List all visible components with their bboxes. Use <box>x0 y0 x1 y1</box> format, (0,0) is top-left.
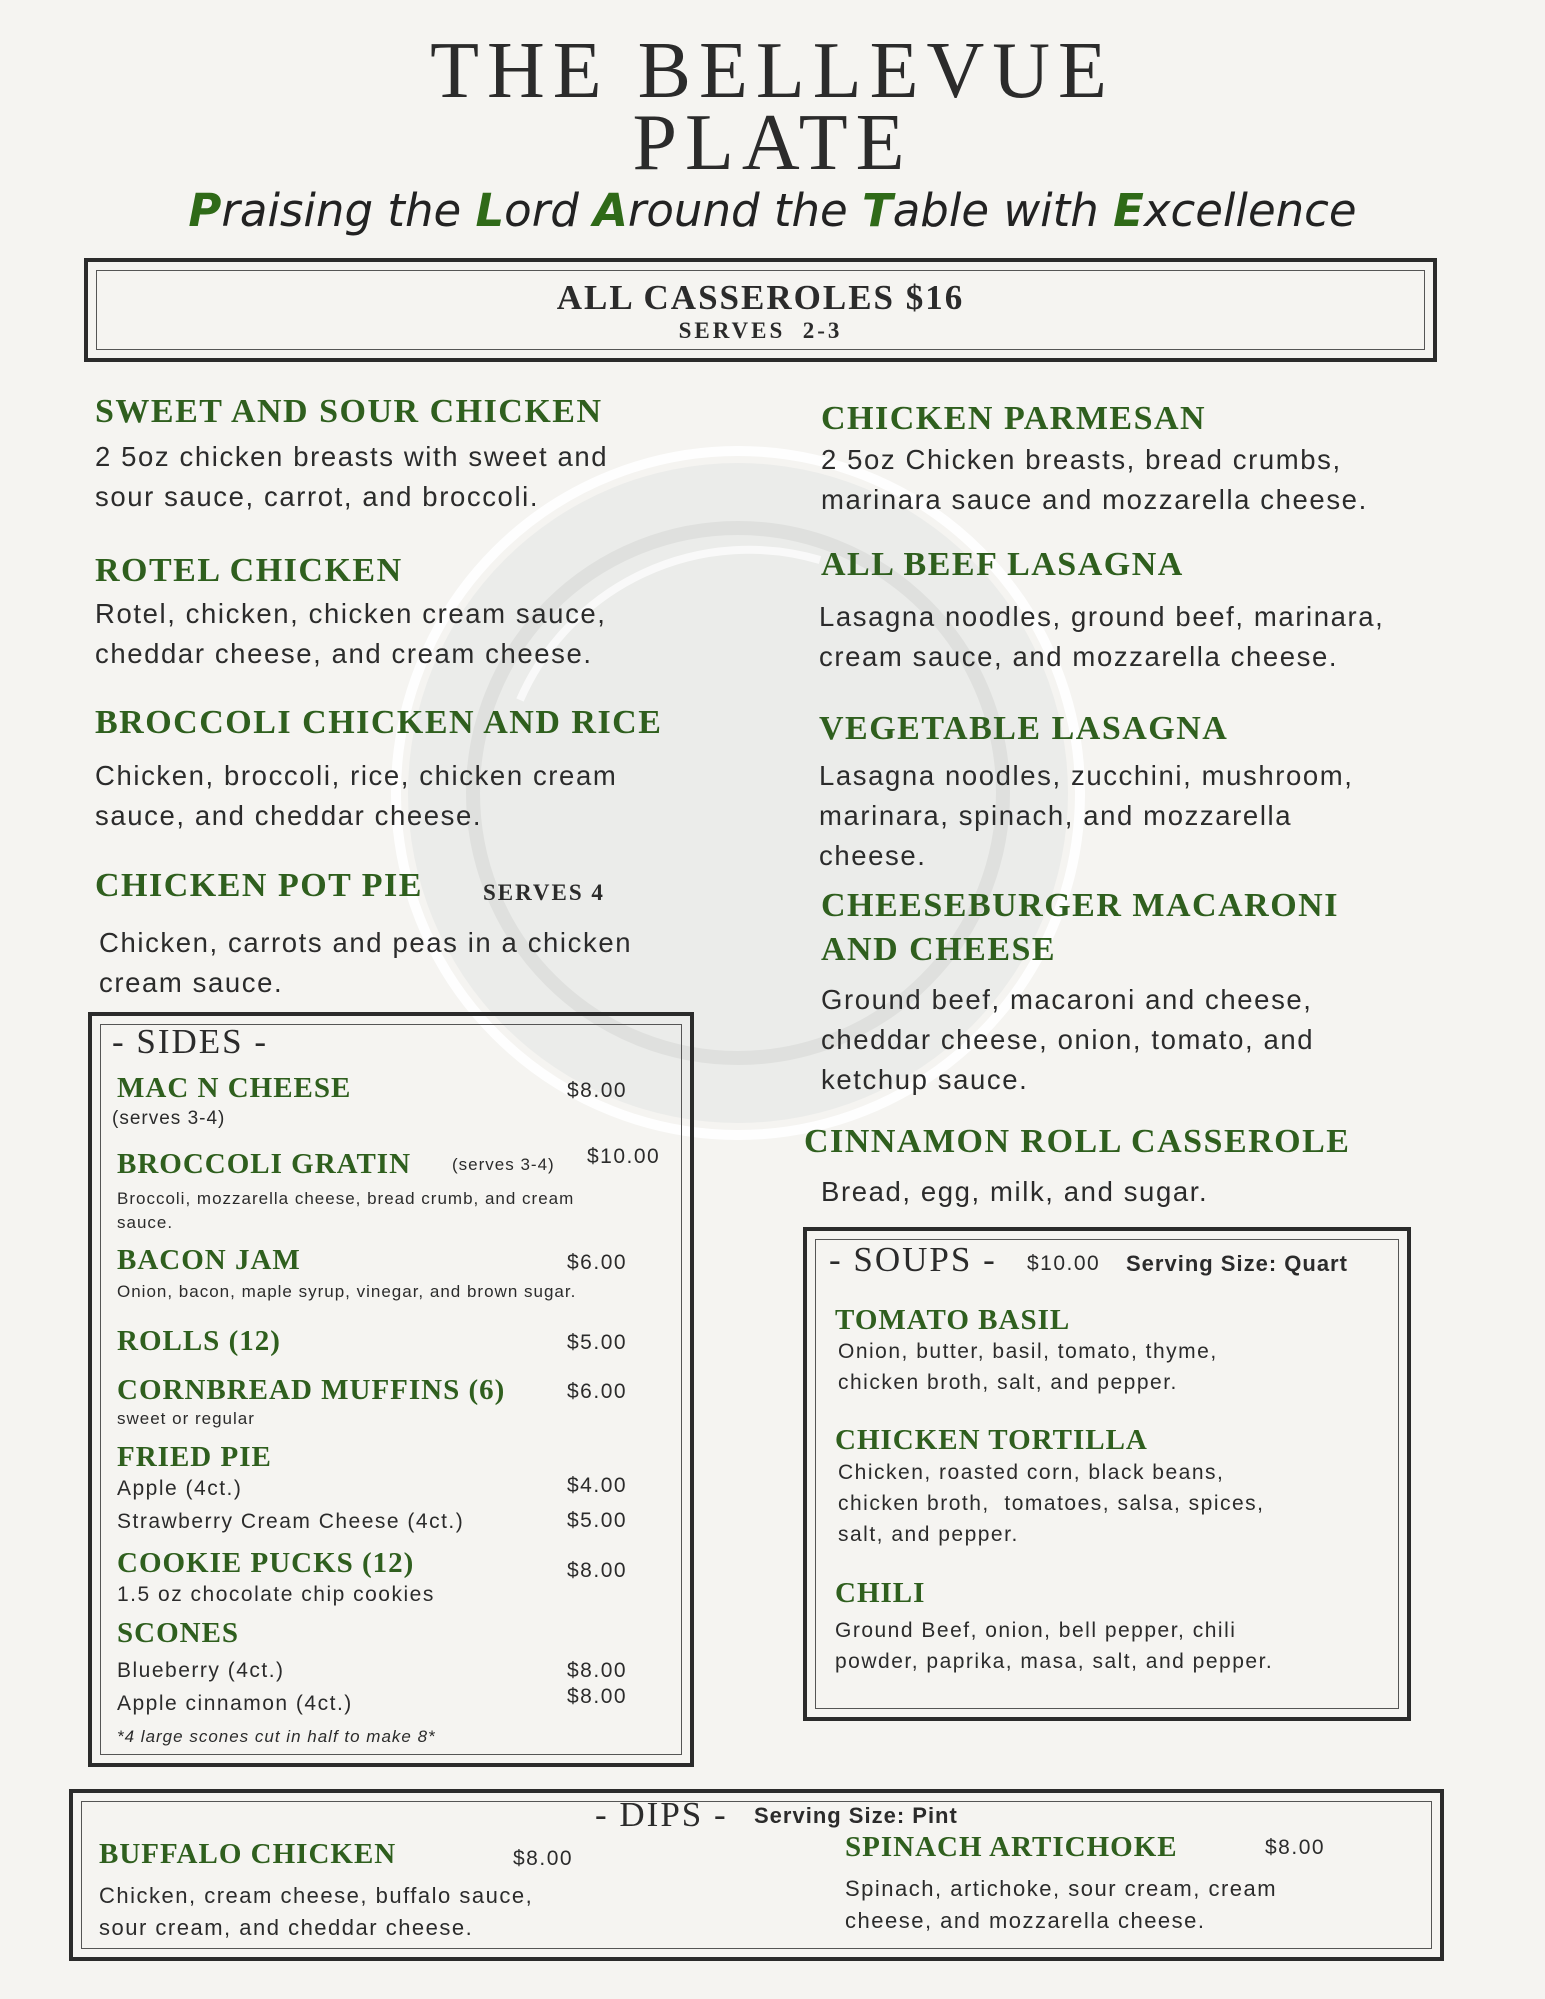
soup-description-line: salt, and pepper. <box>838 1523 1019 1546</box>
dips-serving-size: Serving Size: Pint <box>754 1803 958 1828</box>
dish-title: SWEET AND SOUR CHICKEN <box>95 393 603 430</box>
side-option: Apple (4ct.) <box>117 1477 243 1500</box>
dish-description <box>821 440 1368 520</box>
soup-description <box>838 1457 1265 1550</box>
dish-title: BROCCOLI CHICKEN AND RICE <box>95 704 663 741</box>
side-title: ROLLS (12) <box>117 1325 281 1357</box>
tagline-word: round the <box>627 184 862 237</box>
tagline <box>0 184 1545 237</box>
side-price: $4.00 <box>567 1474 628 1497</box>
tagline-word: raising the <box>221 184 476 237</box>
tagline-initial: A <box>593 184 628 237</box>
dish-description <box>821 1172 1208 1212</box>
soup-description-line: chicken broth, tomatoes, salsa, spices, <box>838 1492 1265 1515</box>
dish-description-line: cream sauce. <box>99 967 284 998</box>
dip-title: SPINACH ARTICHOKE <box>845 1831 1178 1863</box>
dish-description-line: cheddar cheese, onion, tomato, and <box>821 1024 1315 1055</box>
soup-description-line: Chicken, roasted corn, black beans, <box>838 1461 1225 1484</box>
dish-description <box>95 437 608 517</box>
dip-description-line: Chicken, cream cheese, buffalo sauce, <box>99 1883 534 1908</box>
tagline-initial: L <box>475 184 505 237</box>
side-title: FRIED PIE <box>117 1441 272 1473</box>
dish-description-line: ketchup sauce. <box>821 1064 1029 1095</box>
dish-title: CHICKEN POT PIE <box>95 867 423 904</box>
dish-description-line: Lasagna noodles, ground beef, marinara, <box>819 601 1385 632</box>
soup-description-line: powder, paprika, masa, salt, and pepper. <box>835 1650 1274 1673</box>
side-serves: (serves 3-4) <box>452 1155 555 1174</box>
dish-description-line: Chicken, broccoli, rice, chicken cream <box>95 760 618 791</box>
soup-description <box>835 1615 1273 1677</box>
dish-title: ALL BEEF LASAGNA <box>821 546 1184 583</box>
side-option: Blueberry (4ct.) <box>117 1659 285 1682</box>
side-description-line: Broccoli, mozzarella cheese, bread crumb, and cream <box>117 1189 575 1208</box>
casserole-serves: SERVES 2-3 <box>678 318 843 343</box>
dips-heading: - DIPS - <box>595 1795 728 1834</box>
dip-price: $8.00 <box>513 1847 574 1870</box>
dish-description-line: Lasagna noodles, zucchini, mushroom, <box>819 760 1354 791</box>
side-title: BACON JAM <box>117 1244 301 1276</box>
side-title: CORNBREAD MUFFINS (6) <box>117 1374 506 1406</box>
side-price: $5.00 <box>567 1331 628 1354</box>
tagline-word: xcellence <box>1143 184 1357 237</box>
casserole-price-heading: ALL CASSEROLES $16 <box>556 278 965 317</box>
scones-note: *4 large scones cut in half to make 8* <box>117 1727 436 1746</box>
side-price: $8.00 <box>567 1685 628 1708</box>
tagline-word: ord <box>504 184 594 237</box>
dish-title: CHICKEN PARMESAN <box>821 400 1207 437</box>
dish-description-line: Rotel, chicken, chicken cream sauce, <box>95 598 607 629</box>
side-note: (serves 3-4) <box>112 1108 226 1129</box>
dip-description <box>845 1873 1277 1937</box>
soups-heading: - SOUPS - <box>829 1240 997 1279</box>
dish-description-line: Chicken, carrots and peas in a chicken <box>99 927 633 958</box>
side-option: Strawberry Cream Cheese (4ct.) <box>117 1510 465 1533</box>
side-title: BROCCOLI GRATIN <box>117 1148 412 1180</box>
soup-description-line: Onion, butter, basil, tomato, thyme, <box>838 1340 1218 1363</box>
side-title: COOKIE PUCKS (12) <box>117 1547 415 1579</box>
restaurant-title-line2: PLATE <box>632 99 913 187</box>
side-price: $8.00 <box>567 1559 628 1582</box>
dish-description-line: cheddar cheese, and cream cheese. <box>95 638 593 669</box>
dish-title <box>821 884 1339 972</box>
dip-description-line: Spinach, artichoke, sour cream, cream <box>845 1876 1278 1901</box>
dish-description <box>95 594 607 674</box>
serves-note: SERVES 4 <box>483 880 605 905</box>
tagline-word: able with <box>892 184 1114 237</box>
dish-description-line: Bread, egg, milk, and sugar. <box>821 1176 1209 1207</box>
casserole-banner <box>84 258 1437 362</box>
dip-description-line: cheese, and mozzarella cheese. <box>845 1908 1206 1933</box>
dip-title: BUFFALO CHICKEN <box>99 1838 397 1870</box>
sides-heading: - SIDES - <box>112 1022 269 1061</box>
side-title: SCONES <box>117 1617 240 1649</box>
dish-title-line: CHEESEBURGER MACARONI <box>821 887 1339 924</box>
restaurant-title-line1: THE BELLEVUE <box>430 27 1115 115</box>
dish-description <box>819 597 1384 677</box>
dish-description-line: marinara, spinach, and mozzarella <box>819 800 1293 831</box>
dish-title-line: AND CHEESE <box>821 931 1057 968</box>
dish-title: ROTEL CHICKEN <box>95 552 403 589</box>
dip-price: $8.00 <box>1265 1836 1326 1859</box>
side-price: $10.00 <box>587 1145 661 1168</box>
dish-description-line: 2 5oz Chicken breasts, bread crumbs, <box>821 444 1342 475</box>
soup-title: CHICKEN TORTILLA <box>835 1424 1148 1456</box>
dish-title: VEGETABLE LASAGNA <box>819 710 1229 747</box>
dish-description-line: sour sauce, carrot, and broccoli. <box>95 481 540 512</box>
dish-title: CINNAMON ROLL CASSEROLE <box>804 1123 1351 1160</box>
dish-description-line: sauce, and cheddar cheese. <box>95 800 483 831</box>
side-price: $5.00 <box>567 1509 628 1532</box>
side-description: 1.5 oz chocolate chip cookies <box>117 1583 435 1606</box>
soups-price: $10.00 <box>1027 1252 1101 1275</box>
dish-description-line: cream sauce, and mozzarella cheese. <box>819 641 1339 672</box>
soup-title: TOMATO BASIL <box>835 1304 1071 1336</box>
soups-serving-size: Serving Size: Quart <box>1126 1251 1348 1276</box>
soup-description <box>838 1336 1218 1398</box>
dish-description <box>819 756 1354 876</box>
dish-description-line: 2 5oz chicken breasts with sweet and <box>95 441 609 472</box>
side-option: Apple cinnamon (4ct.) <box>117 1692 353 1715</box>
dish-description <box>99 923 632 1003</box>
dish-description-line: Ground beef, macaroni and cheese, <box>821 984 1313 1015</box>
tagline-initial: P <box>188 184 222 237</box>
tagline-initial: T <box>862 184 893 237</box>
side-price: $6.00 <box>567 1251 628 1274</box>
side-note: sweet or regular <box>117 1409 255 1428</box>
side-price: $6.00 <box>567 1380 628 1403</box>
dish-description <box>821 980 1314 1100</box>
side-description-line: sauce. <box>117 1213 174 1232</box>
dish-description-line: cheese. <box>819 840 927 871</box>
dip-description-line: sour cream, and cheddar cheese. <box>99 1915 474 1940</box>
dish-description <box>95 756 617 836</box>
side-price: $8.00 <box>567 1659 628 1682</box>
soup-description-line: chicken broth, salt, and pepper. <box>838 1371 1178 1394</box>
side-title: MAC N CHEESE <box>117 1072 352 1104</box>
soup-description-line: Ground Beef, onion, bell pepper, chili <box>835 1619 1237 1642</box>
dish-description-line: marinara sauce and mozzarella cheese. <box>821 484 1368 515</box>
side-price: $8.00 <box>567 1079 628 1102</box>
side-description <box>117 1187 574 1235</box>
soup-title: CHILI <box>835 1577 926 1609</box>
tagline-initial: E <box>1113 184 1144 237</box>
side-description: Onion, bacon, maple syrup, vinegar, and brown sugar. <box>117 1282 577 1301</box>
dip-description <box>99 1880 533 1944</box>
